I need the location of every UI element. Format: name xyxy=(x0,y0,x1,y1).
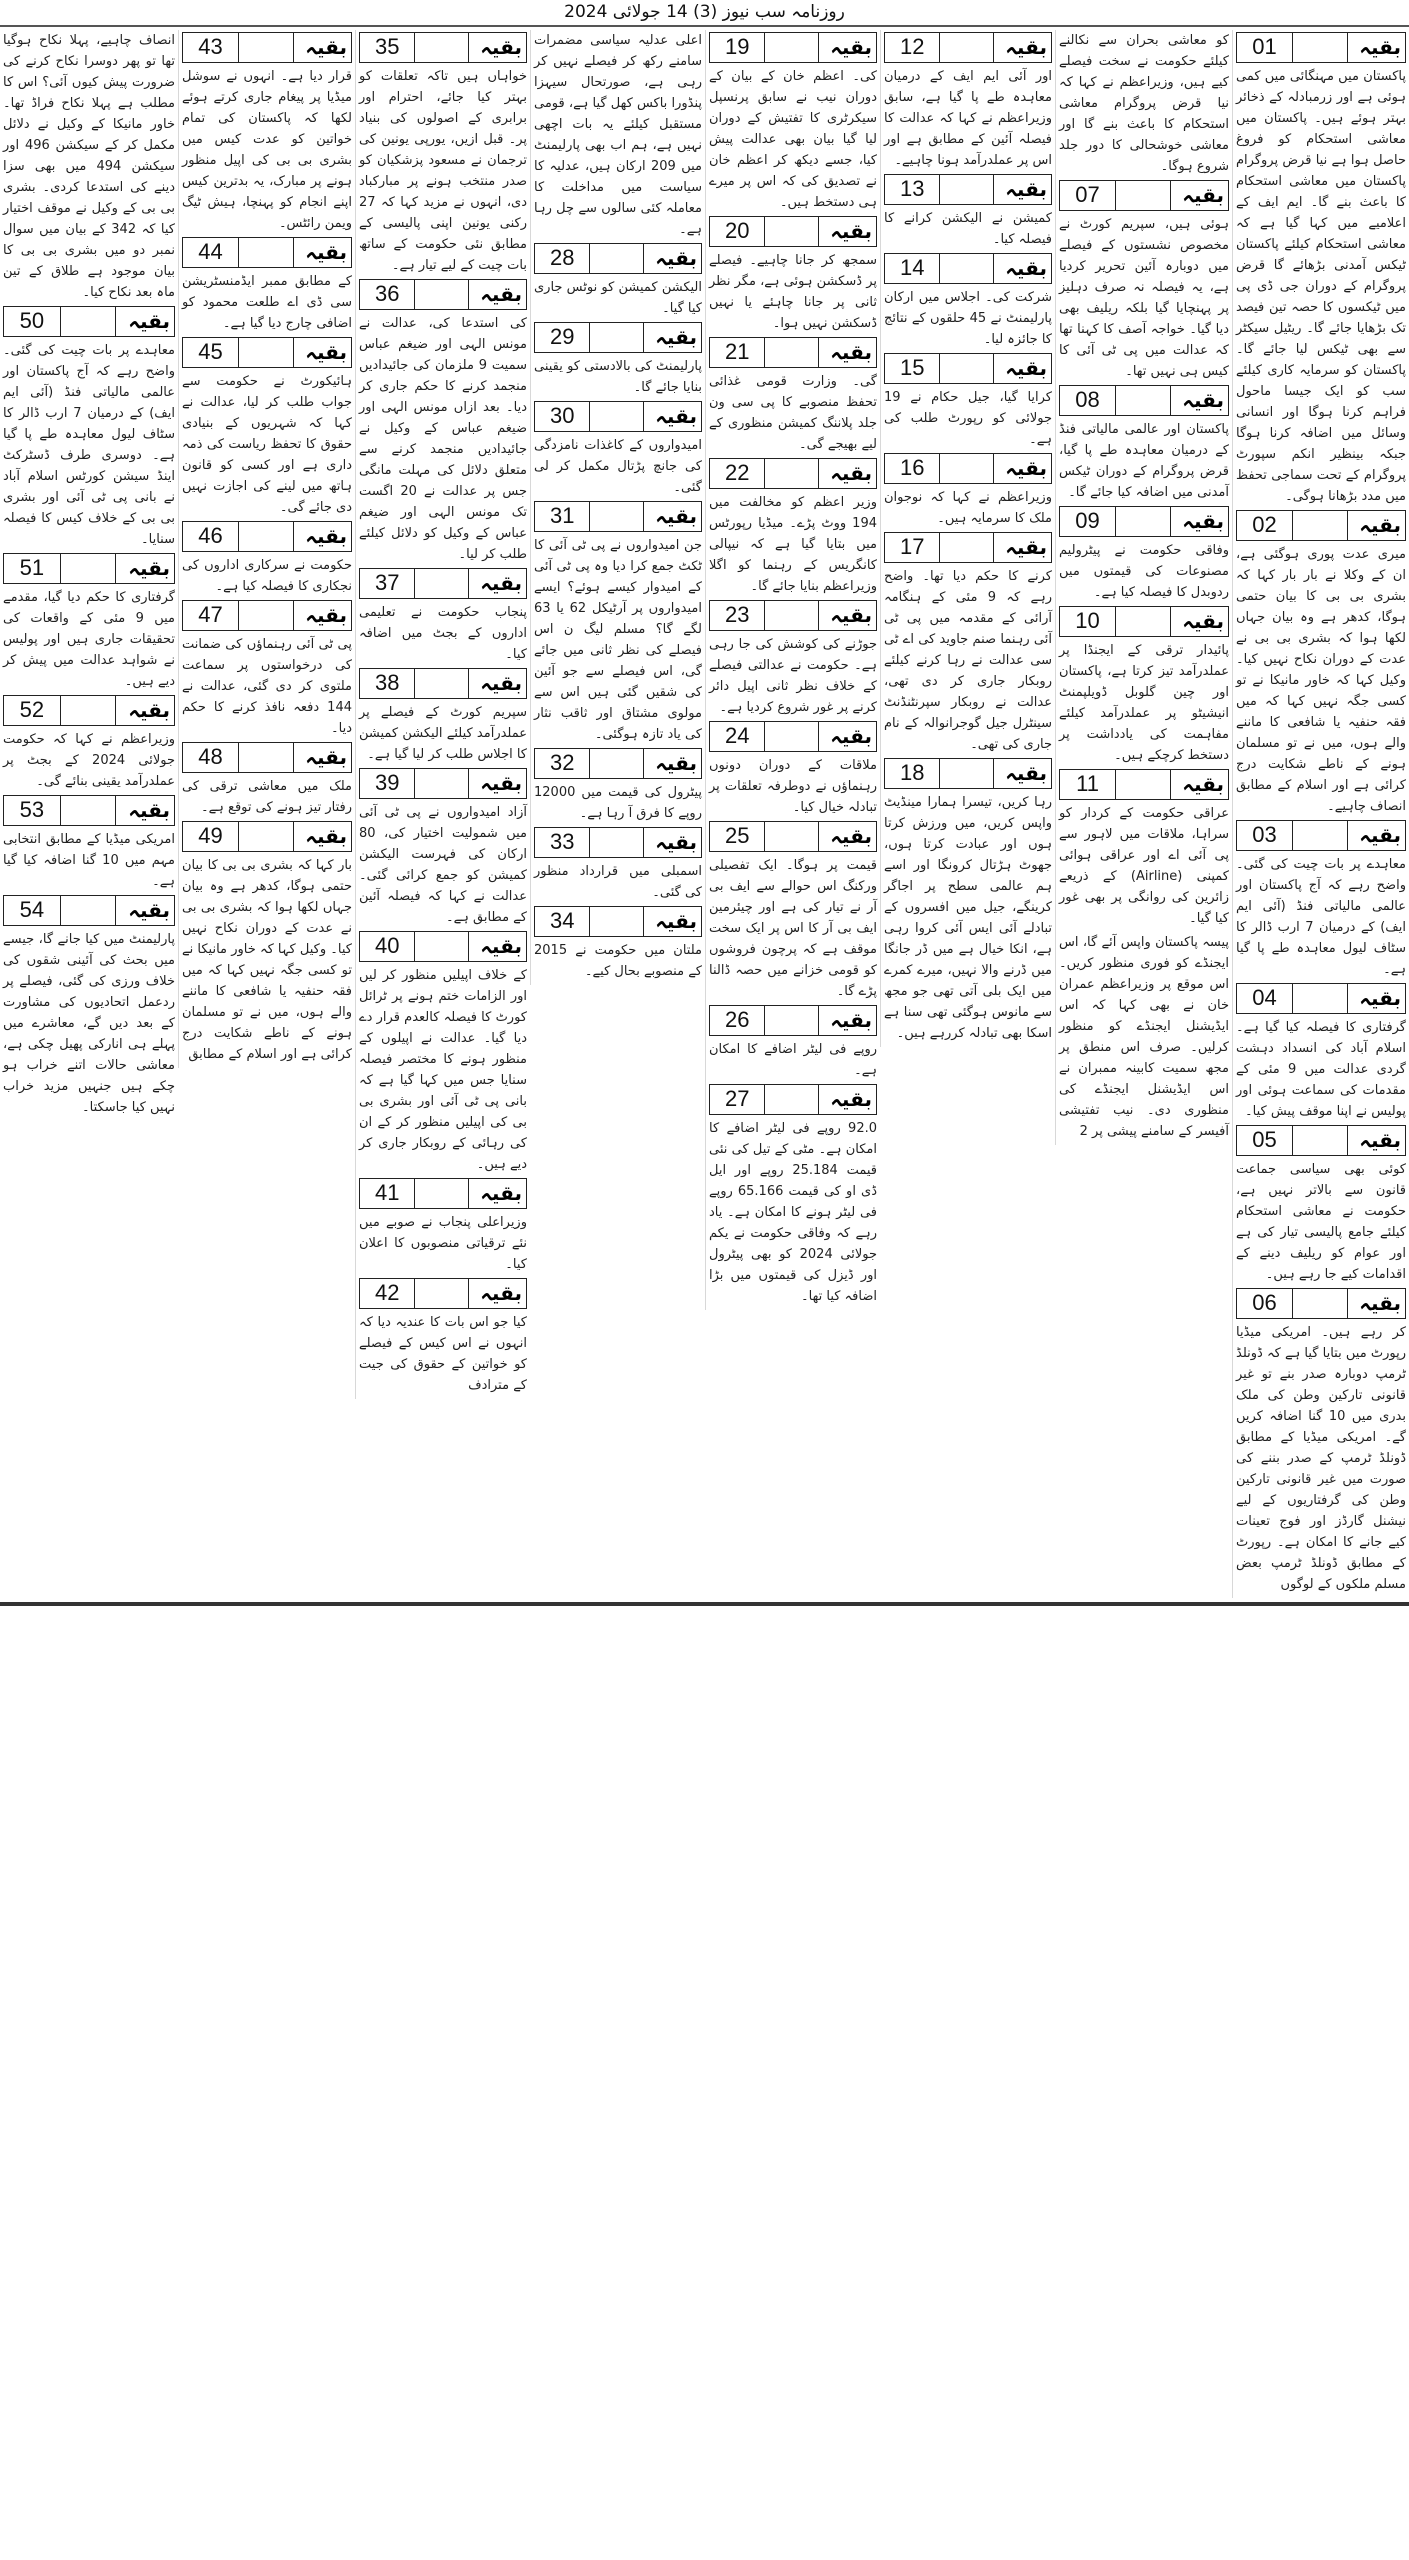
continuation-label: بقیہ xyxy=(1005,761,1047,785)
article-text: امریکی میڈیا کے مطابق انتخابی مہم میں 10 گنا اضافہ کیا گیا ہے۔ xyxy=(3,832,175,889)
continuation-box-21 xyxy=(709,337,877,368)
continuation-box-09 xyxy=(1059,506,1229,537)
article-text: کی استدعا کی، عدالت نے مونس الہی اور ضیغم عباس سمیت 9 ملزمان کی جائیدادیں منجمد کرنے کا حکم جاری کر دیا۔ بعد ازاں مونس الہی اور ضیغم عباس کے وکیل نے جائیدادیں منجمد کرنے سے متعلق دلائل کی مہلت مانگی جس پر عدالت نے 20 اگست تک مونس الہی اور ضیغم عباس کے وکیل کو دلائل کیلئے طلب کر لیا۔ xyxy=(359,316,527,562)
continuation-number: 39 xyxy=(360,769,415,798)
continuation-box-38 xyxy=(359,668,527,699)
article-text: کرایا گیا، جیل حکام نے 19 جولائی کو رپورٹ طلب کی ہے۔ xyxy=(884,390,1052,447)
continuation-page-cell xyxy=(1293,33,1347,62)
continuation-box-26 xyxy=(709,1005,877,1036)
continuation-box-42 xyxy=(359,1278,527,1309)
continuation-box-37 xyxy=(359,568,527,599)
continuation-number: 49 xyxy=(183,822,239,851)
continuation-box-27 xyxy=(709,1084,877,1115)
continuation-label: بقیہ xyxy=(480,771,522,795)
article-text: پارلیمنٹ کی بالادستی کو یقینی بنایا جائے گا۔ xyxy=(534,359,702,395)
continuation-page-cell xyxy=(239,822,293,851)
continuation-page-cell xyxy=(61,796,116,825)
article-text: پیٹرول کی قیمت میں 12000 روپے کا فرق آ رہا ہے۔ xyxy=(534,785,702,821)
continuation-page-cell xyxy=(239,522,293,551)
continuation-box-13 xyxy=(884,174,1052,205)
continuation-label: بقیہ xyxy=(1005,256,1047,280)
continuation-number: 32 xyxy=(535,749,590,778)
continuation-box-06 xyxy=(1236,1288,1406,1319)
continuation-label: بقیہ xyxy=(830,603,872,627)
continuation-box-25 xyxy=(709,821,877,852)
continuation-label: بقیہ xyxy=(128,556,171,580)
news-column-1 xyxy=(1232,30,1409,1598)
continuation-page-cell xyxy=(1293,1289,1347,1318)
continuation-number: 41 xyxy=(360,1179,415,1208)
news-column-5 xyxy=(530,30,705,985)
continuation-box-40 xyxy=(359,931,527,962)
continuation-page-cell xyxy=(415,1179,469,1208)
continuation-number: 02 xyxy=(1237,511,1293,540)
continuation-box-50 xyxy=(3,306,175,337)
continuation-box-44 xyxy=(182,237,352,268)
article-text: جوڑنے کی کوشش کی جا رہی ہے۔ حکومت نے عدالتی فیصلے کے خلاف نظر ثانی اپیل دائر کرنے پر غور شروع کردیا ہے۔ xyxy=(709,637,877,715)
continuation-box-47 xyxy=(182,600,352,631)
continuation-box-53 xyxy=(3,795,175,826)
continuation-number: 09 xyxy=(1060,507,1116,536)
continuation-page-cell xyxy=(1293,1126,1347,1155)
continuation-number: 42 xyxy=(360,1279,415,1308)
article-text: وزیر اعظم کو مخالفت میں 194 ووٹ پڑے۔ میڈیا رپورٹس میں بتایا گیا ہے کہ نیپالی کانگریس کے رہنما کو اگلا وزیراعظم بنایا جائے گا۔ xyxy=(709,495,877,594)
continuation-box-02 xyxy=(1236,510,1406,541)
article-text: اعلی عدلیہ سیاسی مضمرات سامنے رکھ کر فیصلے نہیں کر رہی ہے، صورتحال سیہزا پنڈورا باکس کھل گیا ہے، قومی مستقبل کیلئے یہ بات اچھی نہیں ہے، ہم اب بھی پارلیمنٹ میں 209 ارکان ہیں، عدلیہ کا سیاست میں مداخلت کا معاملہ کئی سالوں سے چل رہا ہے۔ xyxy=(534,33,702,237)
continuation-box-51 xyxy=(3,553,175,584)
article-text: پیسہ پاکستان واپس آئے گا، اس ایجنڈے کو فوری منظور کریں۔ اس موقع پر وزیراعظم عمران خان نے بھی کہا کہ اس ایڈیشنل ایجنڈے کو منظور کرلیں۔ صرف اس منطق پر مجھ سمیت کابینہ ممبران نے اس ایڈیشنل ایجنڈے کی منظوری دی۔ نیب تفتیشی آفیسر کے سامنے پیشی پر 2 xyxy=(1059,935,1229,1139)
continuation-page-cell xyxy=(765,217,819,246)
continuation-box-24 xyxy=(709,721,877,752)
article-text: سپریم کورٹ کے فیصلے پر عملدرآمد کیلئے الیکشن کمیشن کا اجلاس طلب کر لیا گیا ہے۔ xyxy=(359,705,527,762)
continuation-number: 36 xyxy=(360,280,415,309)
continuation-page-cell xyxy=(765,33,819,62)
continuation-number: 20 xyxy=(710,217,765,246)
continuation-label: بقیہ xyxy=(1359,986,1402,1010)
continuation-number: 10 xyxy=(1060,607,1116,636)
continuation-page-cell xyxy=(940,175,994,204)
continuation-page-cell xyxy=(590,244,644,273)
article-text: جن امیدواروں نے پی ٹی آئی کا ٹکٹ جمع کرا دیا وہ پی ٹی آئی کے امیدوار کیسے ہوئے؟ ایسے امیدواروں پر آرٹیکل 62 یا 63 لگے گا؟ مسلم لیگ ن اس فیصلے کی نظر ثانی میں جائے گی، اس فیصلے سے جو آئین کی شقیں گئی ہیں اس سے مولوی مشتاق اور ثاقب نثار کی یاد تازہ ہوگئی۔ xyxy=(534,538,703,742)
continuation-label: بقیہ xyxy=(305,340,348,364)
continuation-number: 23 xyxy=(710,601,765,630)
continuation-label: بقیہ xyxy=(655,909,697,933)
continuation-page-cell xyxy=(415,669,469,698)
continuation-page-cell xyxy=(239,601,293,630)
continuation-page-cell xyxy=(415,569,469,598)
continuation-label: بقیہ xyxy=(305,35,348,59)
continuation-page-cell xyxy=(590,749,644,778)
article-text: معاہدے پر بات چیت کی گئی۔ واضح رہے کہ آج پاکستان اور عالمی مالیاتی فنڈ (آئی ایم ایف) کے درمیان 7 ارب ڈالر کا سٹاف لیول معاہدہ طے پا گیا ہے۔ xyxy=(1236,857,1406,977)
continuation-page-cell xyxy=(765,1006,819,1035)
continuation-label: بقیہ xyxy=(480,1181,522,1205)
continuation-label: بقیہ xyxy=(305,524,348,548)
continuation-number: 05 xyxy=(1237,1126,1293,1155)
article-text: اسمبلی میں قرارداد منظور کی گئی۔ xyxy=(534,864,702,900)
continuation-label: بقیہ xyxy=(305,603,348,627)
article-text: عراقی حکومت کے کردار کو سراہا، ملاقات میں لاہور سے پی آئی اے اور عراقی ہوائی کمپنی (Airline) کے ذریعے زائرین کی روانگی پر بھی غور کیا گیا۔ xyxy=(1059,806,1229,926)
continuation-box-28 xyxy=(534,243,702,274)
news-column-3 xyxy=(880,30,1055,1047)
article-text: وزیراعلی پنجاب نے صوبے میں نئے ترقیاتی منصوبوں کا اعلان کیا۔ xyxy=(359,1215,527,1272)
continuation-box-49 xyxy=(182,821,352,852)
continuation-number: 06 xyxy=(1237,1289,1293,1318)
article-text: وزیراعظم نے کہا کہ حکومت جولائی 2024 کے بجٹ پر عملدرآمد یقینی بنائے گی۔ xyxy=(3,732,175,789)
article-text: پائیدار ترقی کے ایجنڈا پر عملدرآمد تیز کرتا ہے، پاکستان اور چین گلوبل ڈویلپمنٹ انیشیٹو پر عملدرآمد کیلئے مفاہمت کی یادداشت پر دستخط کرچکے ہیں۔ xyxy=(1059,643,1229,763)
continuation-label: بقیہ xyxy=(305,745,348,769)
article-text: رہا کریں، تیسرا ہمارا مینڈیٹ واپس کریں، میں ورزش کرتا ہوں اور عبادت کرتا ہوں، جھوٹ ہڑتال کرونگا اور اسے ہم عالمی سطح پر اجاگر کرینگے، جیل میں افسروں کے تبادلے آئی ایس آئی کروا رہی ہے، انکا خیال ہے میں ڈر جانگا میں ڈرنے والا نہیں، میرے کمرے میں ایک بلی آتی تھی جو مجھ سے مانوس ہوگئی تھی سنا ہے اسکا بھی تبادلہ کررہے ہیں۔ xyxy=(884,795,1052,1041)
continuation-box-54 xyxy=(3,895,175,926)
continuation-label: بقیہ xyxy=(1182,183,1225,207)
continuation-number: 04 xyxy=(1237,984,1293,1013)
newspaper-page xyxy=(0,27,1409,1598)
continuation-number: 18 xyxy=(885,759,940,788)
continuation-box-31 xyxy=(534,501,702,532)
continuation-box-32 xyxy=(534,748,702,779)
continuation-number: 47 xyxy=(183,601,239,630)
continuation-page-cell xyxy=(765,601,819,630)
article-text: پنجاب حکومت نے تعلیمی اداروں کے بجٹ میں اضافہ کیا۔ xyxy=(359,605,527,662)
continuation-page-cell xyxy=(415,1279,469,1308)
continuation-label: بقیہ xyxy=(655,751,697,775)
continuation-label: بقیہ xyxy=(1359,1291,1402,1315)
article-text: امیدواروں کے کاغذات نامزدگی کی جانچ پڑتال مکمل کر لی گئی۔ xyxy=(534,438,702,495)
continuation-label: بقیہ xyxy=(128,309,171,333)
continuation-number: 01 xyxy=(1237,33,1293,62)
news-column-8 xyxy=(0,30,178,1121)
continuation-number: 03 xyxy=(1237,821,1293,850)
continuation-number: 22 xyxy=(710,459,765,488)
continuation-page-cell xyxy=(1116,386,1170,415)
continuation-box-16 xyxy=(884,453,1052,484)
continuation-label: بقیہ xyxy=(830,461,872,485)
continuation-label: بقیہ xyxy=(1182,509,1225,533)
article-text: کے مطابق ممبر ایڈمنسٹریشن سی ڈی اے طلعت محمود کو اضافی چارج دیا گیا ہے۔ xyxy=(182,274,352,331)
continuation-label: بقیہ xyxy=(655,504,697,528)
continuation-label: بقیہ xyxy=(830,1008,872,1032)
continuation-number: 40 xyxy=(360,932,415,961)
continuation-box-35 xyxy=(359,32,527,63)
continuation-number: 54 xyxy=(4,896,61,925)
continuation-label: بقیہ xyxy=(480,1281,522,1305)
continuation-number: 34 xyxy=(535,907,590,936)
continuation-page-cell xyxy=(940,354,994,383)
continuation-page-cell xyxy=(1116,770,1170,799)
article-text: ہوئی ہیں، سپریم کورٹ نے مخصوص نشستوں کے فیصلے میں دوبارہ آئین تحریر کردیا ہے، یہ فیصلہ نہ صرف دہلیز پر پہنچایا گیا بلکہ ریلیف بھی دیا گیا۔ خواجہ آصف کا کہنا تھا کہ عدالت میں پی ٹی آئی کا کیس ہی نہیں تھا۔ xyxy=(1059,217,1229,379)
continuation-label: بقیہ xyxy=(480,35,522,59)
continuation-number: 52 xyxy=(4,696,61,725)
continuation-page-cell xyxy=(1116,607,1170,636)
continuation-number: 30 xyxy=(535,402,590,431)
continuation-label: بقیہ xyxy=(830,824,872,848)
continuation-label: بقیہ xyxy=(655,830,697,854)
continuation-label: بقیہ xyxy=(830,724,872,748)
continuation-page-cell xyxy=(61,896,116,925)
continuation-box-14 xyxy=(884,253,1052,284)
continuation-label: بقیہ xyxy=(1182,609,1225,633)
continuation-number: 08 xyxy=(1060,386,1116,415)
continuation-box-10 xyxy=(1059,606,1229,637)
continuation-number: 31 xyxy=(535,502,590,531)
continuation-label: بقیہ xyxy=(480,934,522,958)
article-text: انصاف چاہیے، پہلا نکاح ہوگیا تھا تو پھر دوسرا نکاح کرنے کی ضرورت پیش کیوں آئی؟ اس کا مطلب ہے پہلا نکاح فراڈ تھا۔ خاور مانیکا کے وکیل نے دلائل مکمل کر کے سیکشن 496 اور سیکشن 494 میں بھی سزا دینے کی استدعا کردی۔ بشری بی بی کے وکیل نے موقف اختیار کیا کہ 342 کے بیان میں سوال نمبر دو میں بشری بی بی کا بیان موجود ہے طلاق کے تین ماہ بعد نکاح کیا۔ xyxy=(3,33,175,300)
article-text: کوئی بھی سیاسی جماعت قانون سے بالاتر نہیں ہے، حکومت نے معاشی استحکام کیلئے جامع پالیسی تیار کی ہے اور عوام کو ریلیف دینے کے اقدامات کیے جا رہے ہیں۔ xyxy=(1236,1162,1406,1282)
continuation-number: 44 xyxy=(183,238,239,267)
continuation-number: 16 xyxy=(885,454,940,483)
continuation-page-cell xyxy=(940,759,994,788)
continuation-box-23 xyxy=(709,600,877,631)
continuation-number: 28 xyxy=(535,244,590,273)
news-column-2 xyxy=(1055,30,1232,1145)
continuation-page-cell xyxy=(940,254,994,283)
continuation-page-cell xyxy=(1293,821,1347,850)
continuation-number: 43 xyxy=(183,33,239,62)
bottom-divider xyxy=(0,1602,1409,1606)
article-text: قرار دیا ہے۔ انہوں نے سوشل میڈیا پر پیغام جاری کرتے ہوئے لکھا کہ پاکستان کی تمام خواتین کو عدت کیس میں بشری بی بی کی اپیل منظور ہونے پر مبارک، یہ بدترین کیس اپنے انجام کو پہنچا، ہیش ٹیگ ویمن رائٹس۔ xyxy=(182,69,352,231)
continuation-number: 29 xyxy=(535,323,590,352)
article-text: خواہاں ہیں تاکہ تعلقات کو بہتر کیا جائے، احترام اور برابری کے اصولوں کی بنیاد پر۔ قبل ازیں، یورپی یونین کی ترجمان نے مسعود پزشکیان کو صدر منتخب ہونے پر مبارکباد دی، انہوں نے مزید کہا کہ 27 رکنی یونین اپنی پالیسی کے مطابق نئی حکومت کے ساتھ بات چیت کے لیے تیار ہے۔ xyxy=(359,69,527,273)
continuation-label: بقیہ xyxy=(655,246,697,270)
article-text: کمیشن نے الیکشن کرانے کا فیصلہ کیا۔ xyxy=(884,211,1052,247)
continuation-number: 33 xyxy=(535,828,590,857)
article-text: ہائیکورٹ نے حکومت سے جواب طلب کر لیا، عدالت نے کہا کہ شہریوں کے بنیادی حقوق کا تحفظ ریاست کی ذمہ داری ہے اور کسی کو قانون ہاتھ میں لینے کی اجازت نہیں دی جائے گی۔ xyxy=(182,374,352,515)
continuation-label: بقیہ xyxy=(305,824,348,848)
continuation-number: 13 xyxy=(885,175,940,204)
continuation-label: بقیہ xyxy=(1359,823,1402,847)
continuation-page-cell xyxy=(940,533,994,562)
continuation-box-19 xyxy=(709,32,877,63)
continuation-box-05 xyxy=(1236,1125,1406,1156)
article-text: کرنے کا حکم دیا تھا۔ واضح رہے کہ 9 مئی کے ہنگامہ آرائی کے مقدمہ میں پی ٹی آئی رہنما صنم جاوید کی اے ٹی سی عدالت نے رہا کرنے کیلئے روبکار جاری کر دی تھی، عدالت نے روبکار سپرنٹنڈنٹ سینٹرل جیل گوجرانوالہ کے نام جاری کی تھی۔ xyxy=(884,569,1052,752)
continuation-page-cell xyxy=(1116,507,1170,536)
article-text: گی۔ وزارت قومی غذائی تحفظ منصوبے کا پی سی ون جلد پلاننگ کمیشن منظوری کے لیے بھیجے گی۔ xyxy=(709,374,877,452)
continuation-label: بقیہ xyxy=(655,404,697,428)
continuation-box-52 xyxy=(3,695,175,726)
continuation-page-cell xyxy=(239,33,293,62)
continuation-box-22 xyxy=(709,458,877,489)
continuation-label: بقیہ xyxy=(1005,177,1047,201)
continuation-label: بقیہ xyxy=(480,571,522,595)
continuation-page-cell xyxy=(415,33,469,62)
continuation-number: 48 xyxy=(183,743,239,772)
article-text: ملاقات کے دوران دونوں رہنماؤں نے دوطرفہ تعلقات پر تبادلہ خیال کیا۔ xyxy=(709,758,877,815)
continuation-page-cell xyxy=(590,402,644,431)
article-text: ملک میں معاشی ترقی کی رفتار تیز ہونے کی توقع ہے۔ xyxy=(182,779,352,815)
continuation-box-48 xyxy=(182,742,352,773)
article-text: گرفتاری کا فیصلہ کیا گیا ہے۔ اسلام آباد کی انسداد دہشت گردی عدالت میں 9 مئی کے مقدمات کی سماعت ہوئی اور پولیس نے اپنا موقف پیش کیا۔ xyxy=(1236,1020,1406,1119)
continuation-box-46 xyxy=(182,521,352,552)
continuation-box-12 xyxy=(884,32,1052,63)
continuation-number: 19 xyxy=(710,33,765,62)
continuation-label: بقیہ xyxy=(1359,1128,1402,1152)
continuation-number: 46 xyxy=(183,522,239,551)
continuation-number: 26 xyxy=(710,1006,765,1035)
continuation-label: بقیہ xyxy=(830,340,872,364)
article-text: 92.0 روپے فی لیٹر اضافے کا امکان ہے۔ مٹی کے تیل کی نئی قیمت 25.184 روپے اور ایل ڈی او کی قیمت 65.166 روپے فی لیٹر ہونے کا امکان ہے۔ یاد رہے کہ وفاقی حکومت نے یکم جولائی 2024 کو بھی پیٹرول اور ڈیزل کی قیمتوں میں بڑا اضافہ کیا تھا۔ xyxy=(709,1121,877,1304)
continuation-number: 07 xyxy=(1060,181,1116,210)
continuation-page-cell xyxy=(765,822,819,851)
article-text: وزیراعظم نے کہا کہ نوجوان ملک کا سرمایہ ہیں۔ xyxy=(884,490,1052,526)
article-text: کو معاشی بحران سے نکالنے کیلئے حکومت نے سخت فیصلے کیے ہیں، وزیراعظم نے کہا کہ نیا قرض پروگرام معاشی استحکام کا باعث بنے گا اور معاشی خوشحالی کا دور جلد شروع ہوگا۔ xyxy=(1059,33,1229,174)
continuation-page-cell xyxy=(1293,984,1347,1013)
article-text: اور آئی ایم ایف کے درمیان معاہدہ طے پا گیا ہے، سابق وزیراعظم نے کہا کہ عدالت کا فیصلہ آئین کے مطابق ہے اور اس پر عملدرآمد ہونا چاہیے۔ xyxy=(884,69,1052,168)
article-text: کے خلاف اپیلیں منظور کر لیں اور الزامات ختم ہونے پر ٹرائل کورٹ کا فیصلہ کالعدم قرار دے دیا گیا۔ عدالت نے اپیلوں کے منظور ہونے کا مختصر فیصلہ سنایا جس میں کہا گیا ہے کہ بانی پی ٹی آئی اور بشری بی بی کی اپیلیں منظور کر کے ان کی رہائی کے روبکار جاری کر دیے ہیں۔ xyxy=(359,968,527,1172)
continuation-label: بقیہ xyxy=(480,282,522,306)
continuation-page-cell xyxy=(765,459,819,488)
article-text: پاکستان میں مہنگائی میں کمی ہوئی ہے اور زرمبادلہ کے ذخائر بہتر ہوئے ہیں۔ پاکستان میں معاشی استحکام کو فروغ حاصل ہوا ہے نیا قرض پروگرام پاکستان میں معاشی استحکام کا باعث بنے گا۔ ایم ایف کے اعلامیے میں کہا گیا ہے کہ معاشی استحکام کیلئے پاکستان ٹیکس آمدنی بڑھائے گا قرض پروگرام کے دوران جی ڈی پی میں ٹیکسوں کا حصہ تین فیصد تک بڑھایا جائے گا۔ ریٹیل سیکٹر سے بھی ٹیکس لیا جائے گا۔ پاکستان کو سرمایہ کاری کیلئے سب کو ایک جیسا ماحول فراہم کرنا ہوگا اور انسانی وسائل میں اضافہ کرنا ہوگا جبکہ بینظیر انکم سپورٹ پروگرام کے تحت سماجی تحفظ میں مدد بڑھانا ہوگی۔ xyxy=(1236,69,1406,504)
continuation-label: بقیہ xyxy=(1359,513,1402,537)
continuation-label: بقیہ xyxy=(1005,35,1047,59)
article-text: حکومت نے سرکاری اداروں کی نجکاری کا فیصلہ کیا ہے۔ xyxy=(182,558,352,594)
continuation-page-cell xyxy=(765,1085,819,1114)
continuation-number: 50 xyxy=(4,307,61,336)
continuation-box-36 xyxy=(359,279,527,310)
continuation-page-cell xyxy=(1293,511,1347,540)
continuation-label: بقیہ xyxy=(128,898,171,922)
continuation-page-cell xyxy=(61,554,116,583)
continuation-page-cell xyxy=(765,338,819,367)
article-text: الیکشن کمیشن کو نوٹس جاری کیا گیا۔ xyxy=(534,280,702,316)
continuation-page-cell xyxy=(61,696,116,725)
continuation-box-08 xyxy=(1059,385,1229,416)
news-column-7 xyxy=(178,30,355,1068)
article-text: روپے فی لیٹر اضافے کا امکان ہے۔ xyxy=(709,1042,877,1078)
article-text: پارلیمنٹ میں کیا جانے گا، جیسے میں بحث کی آئینی شقوں کی خلاف ورزی کی گئی، فیصلے پر ردعمل اتحادیوں کی مشاورت کے بعد دیں گے، معاشرے میں پہلے ہی انارکی پھیل چکی ہے، معاشی حالات اتنے خراب ہو چکے ہیں جنہیں مزید خراب نہیں کیا جاسکتا۔ xyxy=(3,932,175,1115)
article-text: ملتان میں حکومت نے 2015 کے منصوبے بحال کیے۔ xyxy=(534,943,702,979)
continuation-box-39 xyxy=(359,768,527,799)
continuation-box-20 xyxy=(709,216,877,247)
continuation-page-cell xyxy=(61,307,116,336)
continuation-number: 37 xyxy=(360,569,415,598)
continuation-number: 17 xyxy=(885,533,940,562)
continuation-label: بقیہ xyxy=(1005,456,1047,480)
continuation-box-29 xyxy=(534,322,702,353)
article-text: قیمت پر ہوگا۔ ایک تفصیلی ورکنگ اس حوالے سے ایف بی آر نے تیار کی ہے اور چیئرمین ایف بی آر کا اس پر ایک سخت موقف ہے کہ پرچون فروشوں کو قومی خزانے میں حصہ ڈالنا پڑے گا۔ xyxy=(709,858,877,999)
continuation-number: 45 xyxy=(183,338,239,367)
continuation-number: 12 xyxy=(885,33,940,62)
continuation-box-30 xyxy=(534,401,702,432)
continuation-box-41 xyxy=(359,1178,527,1209)
continuation-box-07 xyxy=(1059,180,1229,211)
continuation-page-cell xyxy=(415,769,469,798)
continuation-number: 24 xyxy=(710,722,765,751)
article-text: سمجھ کر جانا چاہیے۔ فیصلے پر ڈسکشن ہوئی ہے، مگر نظر ثانی پر جانا چاہئے یا نہیں ڈسکشن نہیں ہوا۔ xyxy=(709,253,877,331)
news-column-4 xyxy=(705,30,880,1310)
article-text: کر رہے ہیں۔ امریکی میڈیا رپورٹ میں بتایا گیا ہے کہ ڈونلڈ ٹرمپ دوبارہ صدر بنے تو غیر قانونی تارکین وطن کی ملک بدری میں 10 گنا اضافہ کریں گے۔ امریکی میڈیا کے مطابق ڈونلڈ ٹرمپ کے صدر بننے کی صورت میں غیر قانونی تارکین وطن کی گرفتاریوں کے لیے نیشنل گارڈز اور فوج تعینات کیے جانے کا امکان ہے۔ رپورٹ کے مطابق ڈونلڈ ٹرمپ بعض مسلم ملکوں کے لوگوں xyxy=(1236,1325,1406,1592)
continuation-label: بقیہ xyxy=(1359,35,1402,59)
continuation-page-cell xyxy=(1116,181,1170,210)
continuation-number: 14 xyxy=(885,254,940,283)
continuation-number: 51 xyxy=(4,554,61,583)
continuation-box-43 xyxy=(182,32,352,63)
continuation-page-cell xyxy=(765,722,819,751)
continuation-number: 11 xyxy=(1060,770,1116,799)
continuation-label: بقیہ xyxy=(305,240,348,264)
article-text: میری عدت پوری ہوگئی ہے، ان کے وکلا نے بار بار کہا کہ بشری بی بی کا بیان حتمی ہوگا، کدھر ہے وہ بیان جہاں لکھا ہوا کہ بشری بی بی نے عدت کے دوران نکاح نہیں کیا۔ وکیل کہا کہ خاور مانیکا نے تو کسی جگہ نہیں کہا کہ میں فقہ حنفیہ یا شافعی کا ماننے والے ہوں، میں نے تو مسلمان ہونے کے ناطے شکایت درج کرائی ہے اور اسلام کے مطابق انصاف چاہیے۔ xyxy=(1236,547,1406,814)
continuation-page-cell xyxy=(239,338,293,367)
continuation-label: بقیہ xyxy=(830,219,872,243)
continuation-box-11 xyxy=(1059,769,1229,800)
article-text: کی۔ اعظم خان کے بیان کے دوران نیب نے سابق پرنسپل سیکرٹری کا تفتیش کے دوران لیا گیا بیان بھی عدالت پیش کیا، جسے دیکھ کر اعظم خان نے تصدیق کی کہ اس پر میرے ہی دستخط ہیں۔ xyxy=(709,69,877,210)
continuation-box-15 xyxy=(884,353,1052,384)
continuation-box-03 xyxy=(1236,820,1406,851)
continuation-page-cell xyxy=(590,323,644,352)
continuation-label: بقیہ xyxy=(1182,772,1225,796)
continuation-box-01 xyxy=(1236,32,1406,63)
article-text: شرکت کی۔ اجلاس میں ارکان پارلیمنٹ نے 45 حلقوں کے نتائج کا جائزہ لیا۔ xyxy=(884,290,1052,347)
continuation-page-cell xyxy=(415,280,469,309)
continuation-box-04 xyxy=(1236,983,1406,1014)
news-column-6 xyxy=(355,30,530,1399)
continuation-label: بقیہ xyxy=(830,35,872,59)
continuation-number: 53 xyxy=(4,796,61,825)
article-text: پی ٹی آئی رہنماؤں کی ضمانت کی درخواستوں پر سماعت ملتوی کر دی گئی، عدالت نے 144 دفعہ نافذ کرنے کا حکم دیا۔ xyxy=(182,637,352,736)
continuation-number: 25 xyxy=(710,822,765,851)
continuation-page-cell xyxy=(239,238,293,267)
continuation-label: بقیہ xyxy=(1005,356,1047,380)
continuation-label: بقیہ xyxy=(830,1087,872,1111)
continuation-number: 21 xyxy=(710,338,765,367)
masthead-title: روزنامہ سب نیوز (3) 14 جولائی 2024 xyxy=(564,2,845,22)
continuation-page-cell xyxy=(590,502,644,531)
article-text: بار کہا کہ بشری بی بی کا بیان حتمی ہوگا، کدھر ہے وہ بیان جہاں لکھا ہوا کہ بشری بی بی نے عدت کے دوران نکاح نہیں کیا۔ وکیل کہا کہ خاور مانیکا نے تو کسی جگہ نہیں کہا کہ میں فقہ حنفیہ یا شافعی کا ماننے والے ہوں، میں نے تو مسلمان ہونے کے ناطے شکایت درج کرائی ہے اور اسلام کے مطابق xyxy=(182,858,352,1062)
continuation-page-cell xyxy=(239,743,293,772)
continuation-number: 35 xyxy=(360,33,415,62)
continuation-label: بقیہ xyxy=(128,798,171,822)
continuation-box-34 xyxy=(534,906,702,937)
continuation-number: 15 xyxy=(885,354,940,383)
continuation-number: 38 xyxy=(360,669,415,698)
article-text: کیا جو اس بات کا عندیہ دیا کہ انہوں نے اس کیس کے فیصلے کو خواتین کے حقوق کی جیت کے مترادف xyxy=(359,1315,527,1393)
continuation-number: 27 xyxy=(710,1085,765,1114)
article-text: آزاد امیدواروں نے پی ٹی آئی میں شمولیت اختیار کی، 80 ارکان کی فہرست الیکشن کمیشن کو جمع کرائی گئی۔ عدالت نے کہا کہ فیصلہ آئین کے مطابق ہے۔ xyxy=(359,805,527,925)
continuation-box-33 xyxy=(534,827,702,858)
continuation-page-cell xyxy=(940,33,994,62)
continuation-box-18 xyxy=(884,758,1052,789)
continuation-box-45 xyxy=(182,337,352,368)
continuation-label: بقیہ xyxy=(128,698,171,722)
article-text: معاہدے پر بات چیت کی گئی۔ واضح رہے کہ آج پاکستان اور عالمی مالیاتی فنڈ (آئی ایم ایف) کے درمیان 7 ارب ڈالر کا سٹاف لیول معاہدہ طے پا گیا ہے۔ دوسری طرف ڈسٹرکٹ اینڈ سیشن کورٹس اسلام آباد نے بانی پی ٹی آئی اور بشری بی بی کے خلاف کیس کا فیصلہ سنایا۔ xyxy=(3,343,175,547)
continuation-label: بقیہ xyxy=(1005,535,1047,559)
article-text: وفاقی حکومت نے پیٹرولیم مصنوعات کی قیمتوں میں ردوبدل کا فیصلہ کیا ہے۔ xyxy=(1059,543,1229,600)
continuation-page-cell xyxy=(940,454,994,483)
continuation-box-17 xyxy=(884,532,1052,563)
article-text: گرفتاری کا حکم دیا گیا، مقدمے میں 9 مئی کے واقعات کی تحقیقات جاری ہیں اور پولیس نے شواہد عدالت میں پیش کر دیے ہیں۔ xyxy=(3,590,176,689)
continuation-page-cell xyxy=(415,932,469,961)
article-text: پاکستان اور عالمی مالیاتی فنڈ کے درمیان معاہدہ طے پا گیا، قرض پروگرام کے دوران ٹیکس آمدنی میں اضافہ کیا جائے گا۔ xyxy=(1059,422,1229,500)
continuation-label: بقیہ xyxy=(1182,388,1225,412)
continuation-page-cell xyxy=(590,907,644,936)
continuation-label: بقیہ xyxy=(480,671,522,695)
continuation-page-cell xyxy=(590,828,644,857)
continuation-label: بقیہ xyxy=(655,325,697,349)
